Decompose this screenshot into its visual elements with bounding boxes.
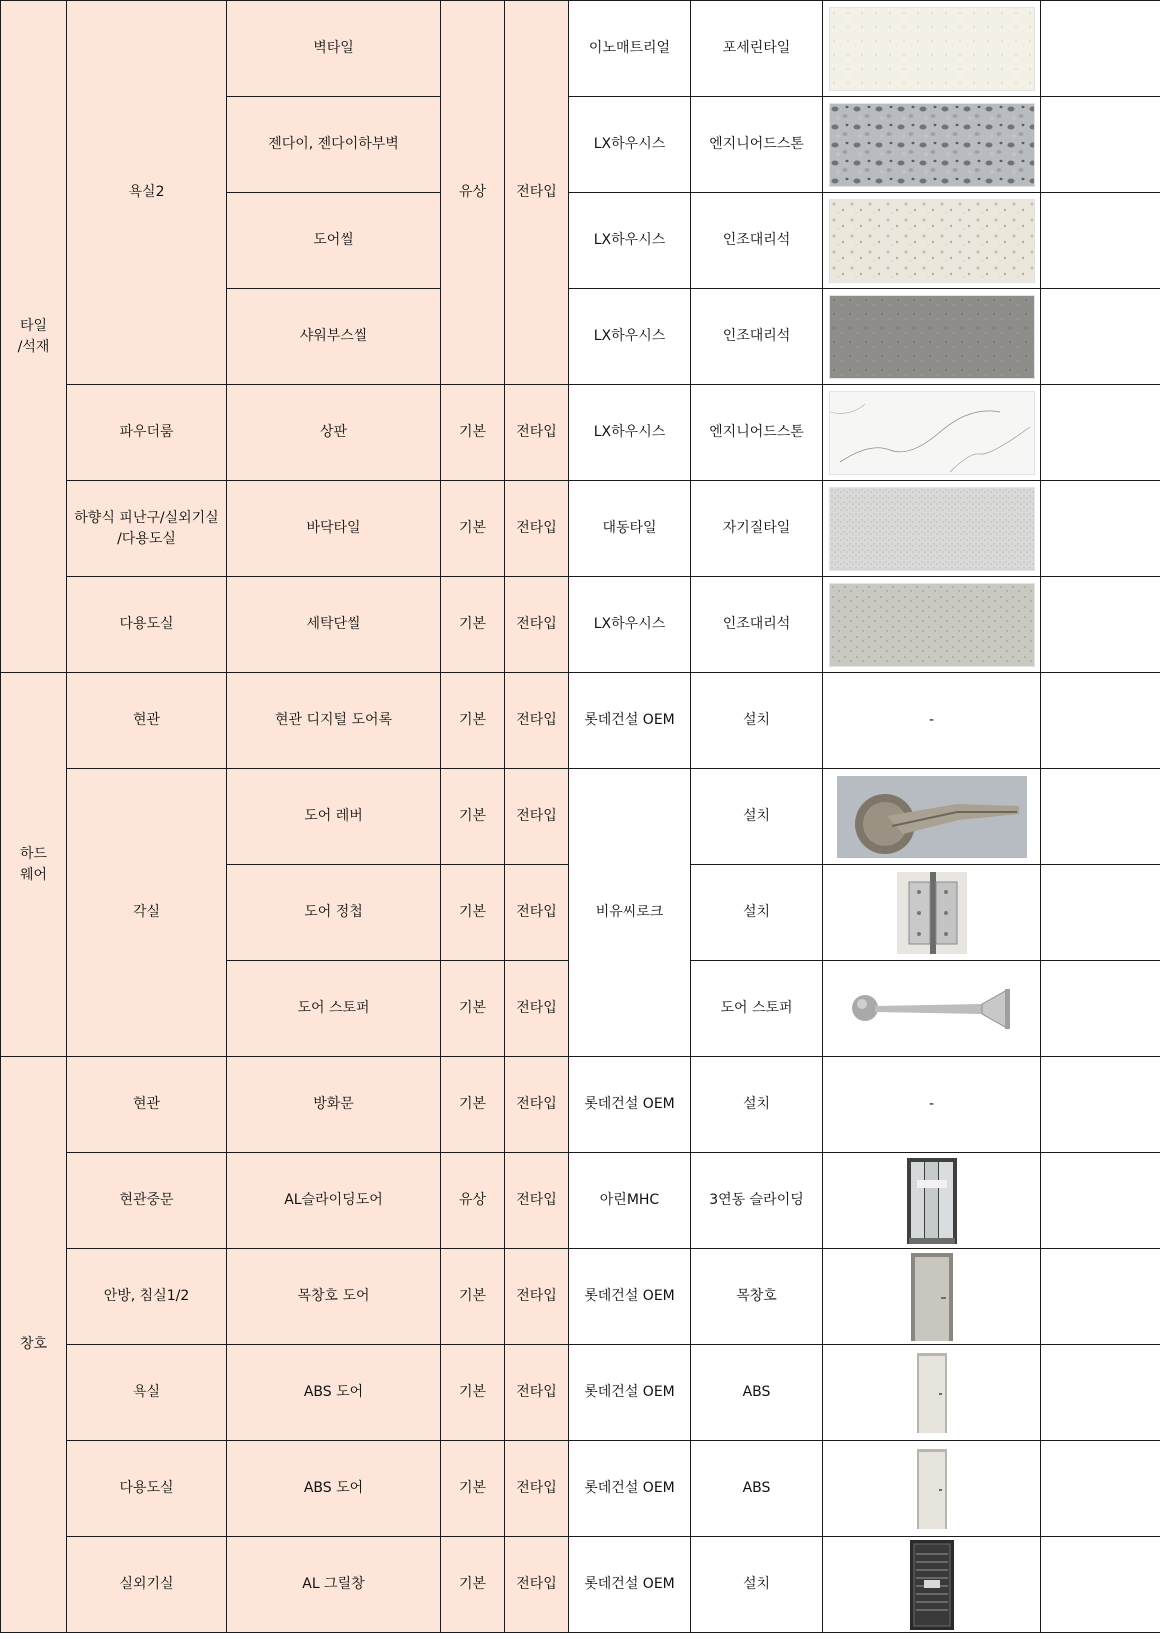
type-cell: 전타입 xyxy=(505,1153,569,1249)
remark-cell xyxy=(1041,385,1160,481)
category-cell: 타일 /석재 xyxy=(1,1,67,673)
spec-cell: ABS xyxy=(691,1441,823,1537)
remark-cell xyxy=(1041,289,1160,385)
al-grille-window-photo xyxy=(910,1540,954,1630)
item-cell: 현관 디지털 도어록 xyxy=(227,673,441,769)
remark-cell xyxy=(1041,1537,1160,1633)
item-cell: 도어 레버 xyxy=(227,769,441,865)
maker-cell: 아린MHC xyxy=(569,1153,691,1249)
spec-cell: 포세린타일 xyxy=(691,1,823,97)
table-row xyxy=(1,1345,1160,1441)
item-cell: 도어 정첩 xyxy=(227,865,441,961)
grade-cell: 기본 xyxy=(441,961,505,1057)
item-cell: ABS 도어 xyxy=(227,1441,441,1537)
item-cell: 상판 xyxy=(227,385,441,481)
grade-cell: 유상 xyxy=(441,1153,505,1249)
spec-cell: 엔지니어드스톤 xyxy=(691,385,823,481)
image-cell xyxy=(823,1153,1041,1249)
remark-cell xyxy=(1041,1441,1160,1537)
remark-cell xyxy=(1041,1153,1160,1249)
item-cell: AL 그릴창 xyxy=(227,1537,441,1633)
stone-swatch-image xyxy=(829,583,1035,667)
image-cell xyxy=(823,577,1041,673)
item-cell: 바닥타일 xyxy=(227,481,441,577)
space-cell: 현관중문 xyxy=(67,1153,227,1249)
marble-swatch-image xyxy=(829,391,1035,475)
item-cell: 목창호 도어 xyxy=(227,1249,441,1345)
door-stopper-photo xyxy=(847,984,1017,1034)
remark-cell xyxy=(1041,1,1160,97)
grade-cell: 유상 xyxy=(441,1,505,385)
remark-cell xyxy=(1041,769,1160,865)
image-cell xyxy=(823,289,1041,385)
image-cell: - xyxy=(823,673,1041,769)
table-row xyxy=(1,769,1160,865)
maker-cell: 롯데건설 OEM xyxy=(569,673,691,769)
type-cell: 전타입 xyxy=(505,865,569,961)
maker-cell: LX하우시스 xyxy=(569,289,691,385)
image-cell xyxy=(823,193,1041,289)
abs-door-photo xyxy=(917,1449,947,1529)
spec-cell: 인조대리석 xyxy=(691,193,823,289)
image-cell xyxy=(823,1441,1041,1537)
grade-cell: 기본 xyxy=(441,1345,505,1441)
image-cell xyxy=(823,865,1041,961)
grade-cell: 기본 xyxy=(441,481,505,577)
spec-cell: 도어 스토퍼 xyxy=(691,961,823,1057)
space-cell: 다용도실 xyxy=(67,1441,227,1537)
space-cell: 현관 xyxy=(67,673,227,769)
maker-cell: LX하우시스 xyxy=(569,97,691,193)
space-cell: 다용도실 xyxy=(67,577,227,673)
space-cell: 실외기실 xyxy=(67,1537,227,1633)
type-cell: 전타입 xyxy=(505,577,569,673)
item-cell: AL슬라이딩도어 xyxy=(227,1153,441,1249)
maker-cell: LX하우시스 xyxy=(569,193,691,289)
grade-cell: 기본 xyxy=(441,865,505,961)
remark-cell xyxy=(1041,1249,1160,1345)
spec-cell: 설치 xyxy=(691,1537,823,1633)
item-cell: 도어씰 xyxy=(227,193,441,289)
table-row xyxy=(1,1537,1160,1633)
image-cell xyxy=(823,97,1041,193)
item-cell: 젠다이, 젠다이하부벽 xyxy=(227,97,441,193)
grade-cell: 기본 xyxy=(441,1537,505,1633)
remark-cell xyxy=(1041,865,1160,961)
spec-cell: 자기질타일 xyxy=(691,481,823,577)
category-cell: 하드 웨어 xyxy=(1,673,67,1057)
remark-cell xyxy=(1041,961,1160,1057)
type-cell: 전타입 xyxy=(505,385,569,481)
item-cell: ABS 도어 xyxy=(227,1345,441,1441)
wood-door-photo xyxy=(911,1253,953,1341)
image-cell xyxy=(823,1249,1041,1345)
type-cell: 전타입 xyxy=(505,961,569,1057)
spec-cell: 3연동 슬라이딩 xyxy=(691,1153,823,1249)
table-row xyxy=(1,577,1160,673)
item-cell: 방화문 xyxy=(227,1057,441,1153)
type-cell: 전타입 xyxy=(505,1057,569,1153)
tile-swatch-image xyxy=(829,487,1035,571)
table-row xyxy=(1,385,1160,481)
table-row xyxy=(1,1441,1160,1537)
type-cell: 전타입 xyxy=(505,1345,569,1441)
type-cell: 전타입 xyxy=(505,1441,569,1537)
grade-cell: 기본 xyxy=(441,1249,505,1345)
image-cell xyxy=(823,481,1041,577)
remark-cell xyxy=(1041,1345,1160,1441)
maker-cell: 롯데건설 OEM xyxy=(569,1057,691,1153)
door-lever-photo xyxy=(837,776,1027,858)
type-cell: 전타입 xyxy=(505,1,569,385)
remark-cell xyxy=(1041,1057,1160,1153)
abs-door-photo xyxy=(917,1353,947,1433)
space-cell: 안방, 침실1/2 xyxy=(67,1249,227,1345)
item-cell: 벽타일 xyxy=(227,1,441,97)
maker-cell: 이노매트리얼 xyxy=(569,1,691,97)
remark-cell xyxy=(1041,673,1160,769)
type-cell: 전타입 xyxy=(505,769,569,865)
sliding-door-photo xyxy=(907,1158,957,1244)
maker-cell: 대동타일 xyxy=(569,481,691,577)
image-cell xyxy=(823,1345,1041,1441)
stone-swatch-image xyxy=(829,103,1035,187)
space-cell: 파우더룸 xyxy=(67,385,227,481)
maker-cell: LX하우시스 xyxy=(569,577,691,673)
stone-swatch-image xyxy=(829,295,1035,379)
spec-cell: 설치 xyxy=(691,769,823,865)
image-cell xyxy=(823,769,1041,865)
image-cell xyxy=(823,385,1041,481)
item-cell: 세탁단씰 xyxy=(227,577,441,673)
spec-cell: 목창호 xyxy=(691,1249,823,1345)
type-cell: 전타입 xyxy=(505,1249,569,1345)
space-cell: 하향식 피난구/실외기실 /다용도실 xyxy=(67,481,227,577)
table-row xyxy=(1,673,1160,769)
category-cell: 창호 xyxy=(1,1057,67,1633)
space-cell: 현관 xyxy=(67,1057,227,1153)
grade-cell: 기본 xyxy=(441,385,505,481)
spec-cell: ABS xyxy=(691,1345,823,1441)
maker-cell: 롯데건설 OEM xyxy=(569,1345,691,1441)
remark-cell xyxy=(1041,577,1160,673)
table-row xyxy=(1,1057,1160,1153)
space-cell: 각실 xyxy=(67,769,227,1057)
remark-cell xyxy=(1041,97,1160,193)
table-row xyxy=(1,1249,1160,1345)
type-cell: 전타입 xyxy=(505,481,569,577)
table-row xyxy=(1,481,1160,577)
table-row xyxy=(1,1,1160,97)
door-hinge-photo xyxy=(897,872,967,954)
image-cell xyxy=(823,1,1041,97)
grade-cell: 기본 xyxy=(441,673,505,769)
maker-cell: 롯데건설 OEM xyxy=(569,1249,691,1345)
grade-cell: 기본 xyxy=(441,1441,505,1537)
remark-cell xyxy=(1041,481,1160,577)
maker-cell: 비유씨로크 xyxy=(569,769,691,1057)
image-cell: - xyxy=(823,1057,1041,1153)
grade-cell: 기본 xyxy=(441,1057,505,1153)
space-cell: 욕실2 xyxy=(67,1,227,385)
image-cell xyxy=(823,961,1041,1057)
grade-cell: 기본 xyxy=(441,769,505,865)
stone-swatch-image xyxy=(829,199,1035,283)
item-cell: 도어 스토퍼 xyxy=(227,961,441,1057)
maker-cell: 롯데건설 OEM xyxy=(569,1441,691,1537)
maker-cell: 롯데건설 OEM xyxy=(569,1537,691,1633)
remark-cell xyxy=(1041,193,1160,289)
image-cell xyxy=(823,1537,1041,1633)
spec-cell: 설치 xyxy=(691,865,823,961)
tile-swatch-image xyxy=(829,7,1035,91)
type-cell: 전타입 xyxy=(505,673,569,769)
spec-cell: 인조대리석 xyxy=(691,289,823,385)
spec-cell: 엔지니어드스톤 xyxy=(691,97,823,193)
spec-cell: 인조대리석 xyxy=(691,577,823,673)
space-cell: 욕실 xyxy=(67,1345,227,1441)
item-cell: 샤워부스씰 xyxy=(227,289,441,385)
type-cell: 전타입 xyxy=(505,1537,569,1633)
spec-cell: 설치 xyxy=(691,1057,823,1153)
table-row xyxy=(1,1153,1160,1249)
maker-cell: LX하우시스 xyxy=(569,385,691,481)
grade-cell: 기본 xyxy=(441,577,505,673)
spec-cell: 설치 xyxy=(691,673,823,769)
